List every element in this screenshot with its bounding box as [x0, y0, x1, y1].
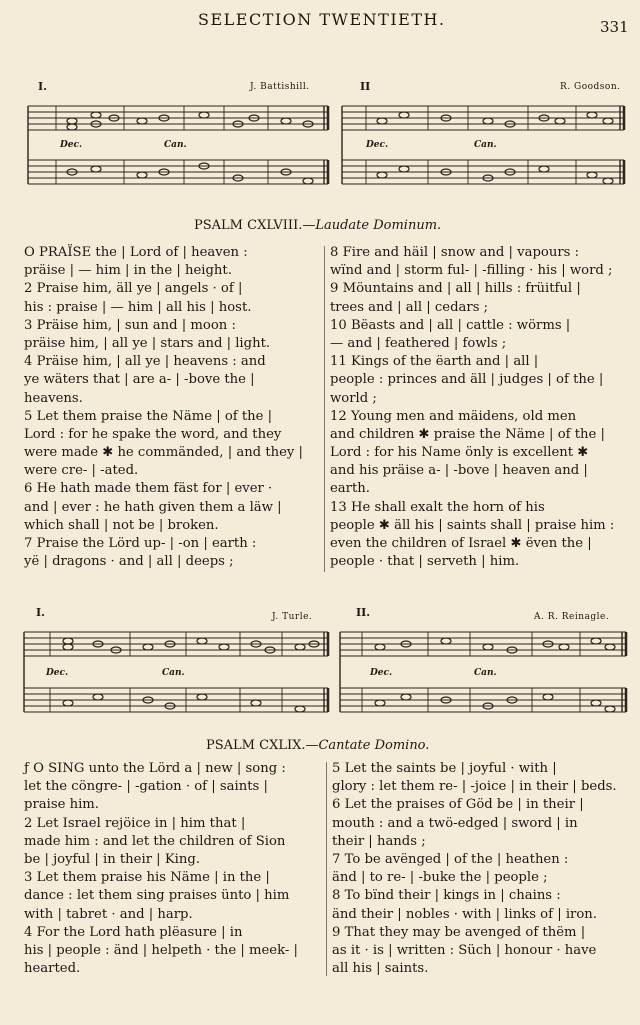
verse-line: with | tabret · and | harp. [24, 906, 193, 922]
psalm-number: PSALM CXLVIII.— [194, 218, 316, 233]
verse-line: 8 To bïnd their | kings in | chains : [332, 888, 561, 904]
verse-line: 5 Let the saints be | joyful · with | [332, 761, 557, 776]
verse-line: and | ever : he hath given them a läw | [24, 499, 282, 515]
verse-line: 6 Let the praises of Göd be | in their | [332, 797, 584, 813]
verse-line: 8 Fire and häil | snow and | vapours : [330, 245, 580, 260]
verse-line: were cre- | -ated. [24, 463, 139, 479]
verse-line: were made ✱ he commänded, | and they | [24, 445, 303, 461]
page-number: 331 [600, 18, 629, 36]
verse-line: präise him, | all ye | stars and | light. [24, 335, 271, 351]
verse-line: trees and | all | cedars ; [330, 299, 489, 315]
verse-line: hearted. [24, 961, 81, 977]
verse-line: dance : let them sing praises ünto | him [24, 888, 290, 904]
verse-line: earth. [330, 481, 370, 497]
verse-line: people : princes and äll | judges | of the | [330, 372, 604, 388]
composer-name: A. R. Reinagle. [534, 612, 610, 622]
verse-line: 3 Let them praise his Näme | in the | [24, 870, 270, 886]
verse-line: made him : and let the children of Sion [24, 833, 286, 849]
cantoris-marker: Can. [164, 140, 187, 150]
verse-line: 5 Let them praise the Näme | of the | [24, 408, 273, 424]
verse-line: which shall | not be | broken. [24, 517, 219, 533]
verse-line: and his präise a- | -bove | heaven and | [330, 463, 588, 479]
decani-marker: Dec. [366, 140, 389, 150]
verse-line: 2 Praise him, äll ye | angels · of | [24, 281, 243, 297]
verse-line: heavens. [24, 390, 83, 406]
verse-line: O PRAÏSE the | Lord of | heaven : [24, 245, 248, 260]
tune-label: II. [356, 606, 371, 619]
verse-line: 12 Young men and mäidens, old men [330, 408, 577, 424]
verse-line: 4 Präise him, | all ye | heavens : and [24, 354, 266, 370]
psalm-text-right [332, 760, 628, 978]
psalm-latin-title: Laudate Dominum. [315, 218, 442, 233]
verse-line: people ✱ äll his | saints shall | praise him : [330, 517, 615, 533]
verse-line: änd their | nobles · with | links of | iron. [332, 906, 597, 922]
verse-line: 9 Möuntains and | all | hills : früitful | [330, 281, 581, 297]
verse-line: be | joyful | in their | King. [24, 851, 201, 867]
cantoris-marker: Can. [474, 668, 497, 678]
column-divider [324, 246, 325, 572]
verse-line: präise | — him | in the | height. [24, 263, 232, 279]
verse-line: his | people : änd | helpeth · the | meek- | [24, 942, 298, 958]
verse-line: Lord : for he spake the word, and they [24, 426, 282, 442]
composer-name: R. Goodson. [560, 82, 621, 92]
page-header [0, 6, 640, 34]
decani-marker: Dec. [60, 140, 83, 150]
tune-label: I. [36, 606, 45, 619]
verse-line: 3 Präise him, | sun and | moon : [24, 317, 236, 333]
verse-line: his : praise | — him | all his | host. [24, 299, 252, 315]
verse-line: praise him. [24, 797, 99, 813]
verse-line: 2 Let Israel rejöice in | him that | [24, 815, 246, 831]
verse-line: 10 Bëasts and | all | cattle : wörms | [330, 317, 571, 333]
verse-line: 7 To be avënged | of the | heathen : [332, 851, 569, 867]
verse-line: glory : let them re- | -joice | in their | beds. [332, 779, 617, 795]
verse-line: — and | feathered | fowls ; [330, 335, 507, 351]
decani-marker: Dec. [370, 668, 393, 678]
running-title: SELECTION TWENTIETH. [198, 10, 446, 29]
verse-line: people · that | serveth | him. [330, 554, 520, 570]
verse-line: yë | dragons · and | all | deeps ; [24, 554, 234, 570]
column-divider [326, 762, 327, 976]
verse-line: ye wäters that | are a- | -bove the | [24, 372, 255, 388]
verse-line: as it · is | written : Süch | honour · have [332, 942, 597, 958]
verse-line: 9 That they may be avenged of thëm | [332, 924, 586, 940]
tune-label: I. [38, 80, 47, 93]
tune-label: II [360, 80, 371, 93]
psalm-text-left [24, 244, 320, 571]
decani-marker: Dec. [46, 668, 69, 678]
verse-line: world ; [330, 390, 377, 406]
verse-line: let the cöngre- | -gation · of | saints | [24, 779, 268, 795]
cantoris-marker: Can. [474, 140, 497, 150]
verse-line: 4 For the Lord hath plëasure | in [24, 924, 243, 940]
verse-line: even the children of Israel ✱ ëven the | [330, 536, 592, 551]
verse-line: änd | to re- | -buke the | people ; [332, 870, 548, 886]
psalm-latin-title: Cantate Domino. [318, 738, 430, 753]
verse-line: wïnd and | storm ful- | -filling · his | word ; [330, 263, 613, 279]
verse-line: 11 Kings of the ëarth and | all | [330, 354, 539, 370]
composer-name: J. Battishill. [250, 82, 310, 92]
verse-line: 7 Praise the Lörd up- | -on | earth : [24, 536, 257, 551]
psalm-heading [194, 218, 441, 233]
verse-line: ƒ O SING unto the Lörd a | new | song : [24, 761, 286, 776]
verse-line: 6 He hath made them fäst for | ever · [24, 481, 273, 497]
psalm-heading [206, 738, 429, 753]
psalm-text-right [330, 244, 626, 571]
psalm-text-left [24, 760, 322, 978]
psalm-number: PSALM CXLIX.— [206, 738, 319, 753]
verse-line: mouth : and a twö-edged | sword | in [332, 815, 578, 831]
verse-line: and children ✱ praise the Näme | of the | [330, 426, 605, 442]
verse-line: their | hands ; [332, 833, 426, 849]
cantoris-marker: Can. [162, 668, 185, 678]
verse-line: all his | saints. [332, 961, 429, 977]
composer-name: J. Turle. [272, 612, 313, 622]
verse-line: Lord : for his Name önly is excellent ✱ [330, 445, 589, 461]
verse-line: 13 He shall exalt the horn of his [330, 499, 545, 515]
